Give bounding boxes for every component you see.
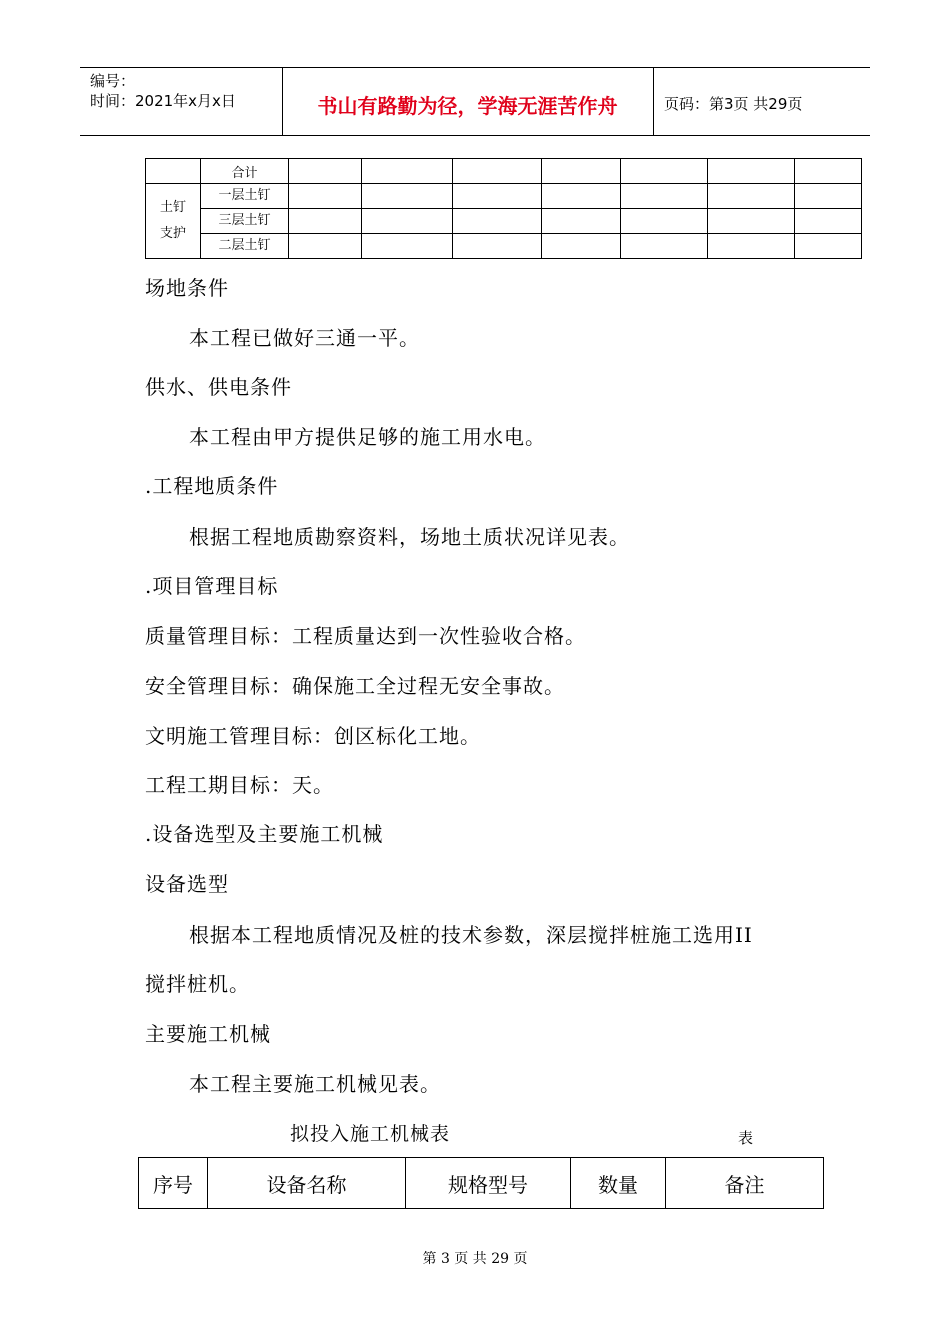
group-label-line-2: 支护 xyxy=(159,226,186,241)
paragraph-selection-line-1: 根据本工程地质情况及桩的技术参数，深层搅拌桩施工选用II xyxy=(189,923,753,947)
heading-equipment: .设备选型及主要施工机械 xyxy=(145,822,384,846)
goal-safety: 安全管理目标：确保施工全过程无安全事故。 xyxy=(145,674,565,698)
table-row xyxy=(146,159,862,184)
goal-quality: 质量管理目标：工程质量达到一次性验收合格。 xyxy=(145,624,586,648)
column-header: 设备名称 xyxy=(208,1158,406,1209)
table-cell xyxy=(542,159,621,184)
table-cell xyxy=(453,159,542,184)
column-header: 数量 xyxy=(571,1158,666,1209)
heading-equipment-selection: 设备选型 xyxy=(145,872,229,896)
paragraph-geology: 根据工程地质勘察资料，场地土质状况详见表。 xyxy=(189,525,630,549)
table-cell xyxy=(621,159,708,184)
soil-nail-table xyxy=(145,158,862,259)
table-row xyxy=(146,184,862,209)
page-footer: 第 3 页 共 29 页 xyxy=(422,1251,528,1267)
row-label: 三层土钉 xyxy=(201,209,289,234)
header-page-info: 页码：第3页 共29页 xyxy=(664,95,803,113)
column-header: 序号 xyxy=(139,1158,208,1209)
paragraph-water-power: 本工程由甲方提供足够的施工用水电。 xyxy=(189,425,546,449)
header-code-label: 编号： xyxy=(90,72,136,90)
header-top-rule xyxy=(80,67,870,68)
heading-geology: .工程地质条件 xyxy=(145,474,279,498)
column-header: 规格型号 xyxy=(406,1158,571,1209)
total-label: 合计 xyxy=(201,159,289,184)
heading-management-goals: .项目管理目标 xyxy=(145,574,279,598)
header-bottom-rule xyxy=(80,135,870,136)
header-divider-right xyxy=(653,68,654,135)
paragraph-main-machinery: 本工程主要施工机械见表。 xyxy=(189,1072,441,1096)
table-cell xyxy=(708,159,795,184)
table-header-row xyxy=(139,1158,824,1209)
table-cell xyxy=(146,159,201,184)
heading-site-conditions: 场地条件 xyxy=(145,276,229,300)
group-label-line-1: 土钉 xyxy=(159,200,186,215)
machine-table xyxy=(138,1157,824,1209)
machine-table-tag: 表 xyxy=(738,1129,755,1147)
row-label: 二层土钉 xyxy=(201,234,289,259)
header-motto: 书山有路勤为径，学海无涯苦作舟 xyxy=(317,94,618,118)
table-cell xyxy=(795,159,862,184)
goal-civilized-construction: 文明施工管理目标：创区标化工地。 xyxy=(145,724,481,748)
table-row xyxy=(146,209,862,234)
group-label-cell xyxy=(146,184,201,259)
heading-water-power: 供水、供电条件 xyxy=(145,375,292,399)
machine-table-caption: 拟投入施工机械表 xyxy=(290,1123,451,1145)
row-label: 一层土钉 xyxy=(201,184,289,209)
column-header: 备注 xyxy=(666,1158,824,1209)
goal-period: 工程工期目标：天。 xyxy=(145,773,334,797)
table-cell xyxy=(289,159,362,184)
heading-main-machinery: 主要施工机械 xyxy=(145,1022,271,1046)
table-cell xyxy=(362,159,453,184)
table-row xyxy=(146,234,862,259)
paragraph-site-conditions: 本工程已做好三通一平。 xyxy=(189,326,420,350)
paragraph-selection-line-2: 搅拌桩机。 xyxy=(145,972,250,996)
header-time-label: 时间：2021年x月x日 xyxy=(90,92,236,110)
